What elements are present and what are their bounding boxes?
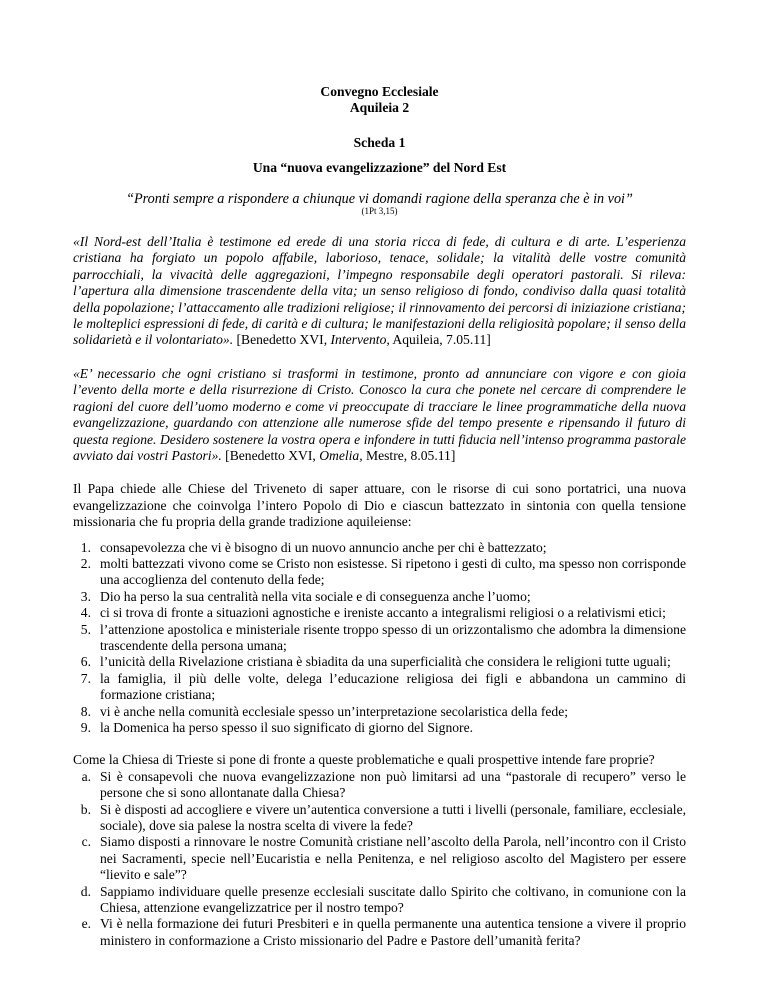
list-item	[73, 589, 686, 605]
citation-2-text: «E’ necessario che ogni cristiano si trasformi in testimone, pronto ad annunciare con vigore e con gioia l’evento della morte e della risurrezione di Cristo. Conosco la cura che ponete nel cercare di comprendere le ragioni del cuore dell’uomo moderno e come vi preoccupate di tracciare le linee programmatiche della nuova evangelizzazione, guardando con attenzione alle numerose sfide del tempo presente e ripensando il futuro di questa regione. Desidero sostenere la vostra opera e infondere in tutti fiducia nell’intenso programma pastorale avviato dai vostri Pastori».	[73, 365, 686, 463]
question-item	[73, 916, 686, 949]
citation-paragraph-1	[73, 234, 686, 349]
list-item-text: ci si trova di fronte a situazioni agnostiche e ireniste accanto a integralismi religiosi o a relativismi etici;	[100, 605, 666, 621]
scripture-quote: “Pronti sempre a rispondere a chiunque vi domandi ragione della speranza che è in voi”	[126, 190, 633, 207]
numbered-list	[73, 540, 686, 737]
list-marker: 8.	[80, 703, 91, 719]
list-marker: 4.	[80, 605, 91, 621]
citation-1-source-work: Intervento,	[330, 332, 390, 348]
question-text: Vi è nella formazione dei futuri Presbiteri e in quella permanente una autentica tensione a vivere il proprio ministero in conformazione a Cristo missionario del Padre e Pastore dell’umanità ferita?	[100, 916, 686, 948]
list-item-text: consapevolezza che vi è bisogno di un nuovo annuncio anche per chi è battezzato;	[100, 539, 547, 555]
scheda-heading: Scheda 1	[353, 134, 406, 150]
list-item	[73, 622, 686, 655]
list-marker: 1.	[80, 539, 91, 555]
question-item	[73, 769, 686, 802]
list-item-text: molti battezzati vivono come se Cristo non esistesse. Si ripetono i gesti di culto, ma spesso non corrisponde una accoglienza del contenuto della fede;	[100, 555, 686, 588]
list-item	[73, 654, 686, 670]
question-list	[73, 769, 686, 949]
list-item-text: la Domenica ha perso spesso il suo significato di giorno del Signore.	[100, 720, 474, 735]
list-item-text: Dio ha perso la sua centralità nella vita sociale e di conseguenza anche l’uomo;	[100, 588, 531, 604]
list-item	[73, 605, 686, 621]
intro-paragraph: Il Papa chiede alle Chiese del Triveneto di saper attuare, con le risorse di cui sono portatrici, una nuova evangelizzazione che coinvolga l’intero Popolo di Dio e ciascun battezzato in sintonia con quella tensione missionaria che fu propria della grande tradizione aquileiense:	[73, 481, 686, 530]
list-item	[73, 704, 686, 720]
list-marker: 3.	[80, 588, 91, 604]
question-text: Si è consapevoli che nuova evangelizzazione non può limitarsi ad una “pastorale di recupero” verso le persone che si sono allontanate dalla Chiesa?	[100, 768, 686, 801]
question-item	[73, 834, 686, 883]
list-item-text: l’attenzione apostolica e ministeriale risente troppo spesso di un orizzontalismo che adombra la dimensione trascendente della persona umana;	[100, 621, 686, 653]
question-text: Si è disposti ad accogliere e vivere un’autentica conversione a tutti i livelli (personale, familiare, ecclesiale, sociale), dove sia palese la nostra scelta di vivere la fede?	[100, 801, 686, 834]
list-marker: 6.	[80, 654, 91, 670]
topic-heading: Una “nuova evangelizzazione” del Nord Est	[252, 160, 507, 176]
title-line-2: Aquileia 2	[349, 100, 410, 116]
question-marker: c.	[81, 834, 91, 850]
list-item	[73, 671, 686, 704]
title-line-1: Convegno Ecclesiale	[320, 84, 439, 99]
citation-1-source-b: Aquileia, 7.05.11]	[389, 332, 491, 348]
question-marker: e.	[81, 916, 91, 932]
citation-2-source-b: Mestre, 8.05.11]	[362, 447, 456, 463]
list-marker: 9.	[80, 720, 91, 735]
question-item	[73, 802, 686, 835]
list-marker: 5.	[80, 621, 91, 637]
citation-1-source-a: [Benedetto XVI,	[233, 332, 331, 348]
question-item	[73, 884, 686, 917]
citation-2-source-a: [Benedetto XVI,	[221, 447, 320, 463]
question-marker: b.	[80, 801, 91, 817]
list-item-text: l’unicità della Rivelazione cristiana è sbiadita da una superficialità che considera le religioni tutte uguali;	[100, 654, 671, 670]
list-item	[73, 540, 686, 556]
question-marker: a.	[81, 768, 91, 784]
question-text: Sappiamo individuare quelle presenze ecclesiali suscitate dallo Spirito che coltivano, in comunione con la Chiesa, attenzione evangelizzatrice per il nostro tempo?	[100, 883, 686, 916]
list-item-text: vi è anche nella comunità ecclesiale spesso un’interpretazione secolaristica della fede;	[100, 703, 569, 719]
list-item	[73, 556, 686, 589]
question-text: Siamo disposti a rinnovare le nostre Comunità cristiane nell’ascolto della Parola, nell’incontro con il Cristo nei Sacramenti, specie nell’Eucaristia e nella Penitenza, e nel religioso ascolto del Magistero per essere “lievito e sale”?	[100, 834, 686, 883]
list-marker: 2.	[80, 555, 91, 571]
scripture-reference: (1Pt 3,15)	[361, 206, 398, 217]
question-intro: Come la Chiesa di Trieste si pone di fronte a queste problematiche e quali prospettive intende fare proprie?	[73, 752, 655, 768]
citation-1-text: «Il Nord-est dell’Italia è testimone ed erede di una storia ricca di fede, di cultura e di arte. L’esperienza cristiana ha forgiato un popolo affabile, laborioso, tenace, solidale; la vitalità delle vostre comunità parrocchiali, la vivacità delle aggregazioni, l’impegno responsabile degli operatori pastorali. Si rileva: l’apertura alla dimensione trascendente della vita; un senso religioso di fondo, condiviso dalla quasi totalità della popolazione; l’attaccamento alle tradizioni religiose; il rinnovamento dei percorsi di iniziazione cristiana; le molteplici espressioni di fede, di carità e di cultura; le manifestazioni della religiosità popolare; il senso della solidarietà e il volontariato».	[73, 234, 686, 348]
question-marker: d.	[80, 883, 91, 899]
list-marker: 7.	[80, 670, 91, 686]
citation-paragraph-2	[73, 366, 686, 464]
citation-2-source-work: Omelia,	[319, 447, 363, 463]
list-item	[73, 720, 686, 736]
list-item-text: la famiglia, il più delle volte, delega l’educazione religiosa dei figli e abbandona un cammino di formazione cristiana;	[100, 670, 686, 703]
